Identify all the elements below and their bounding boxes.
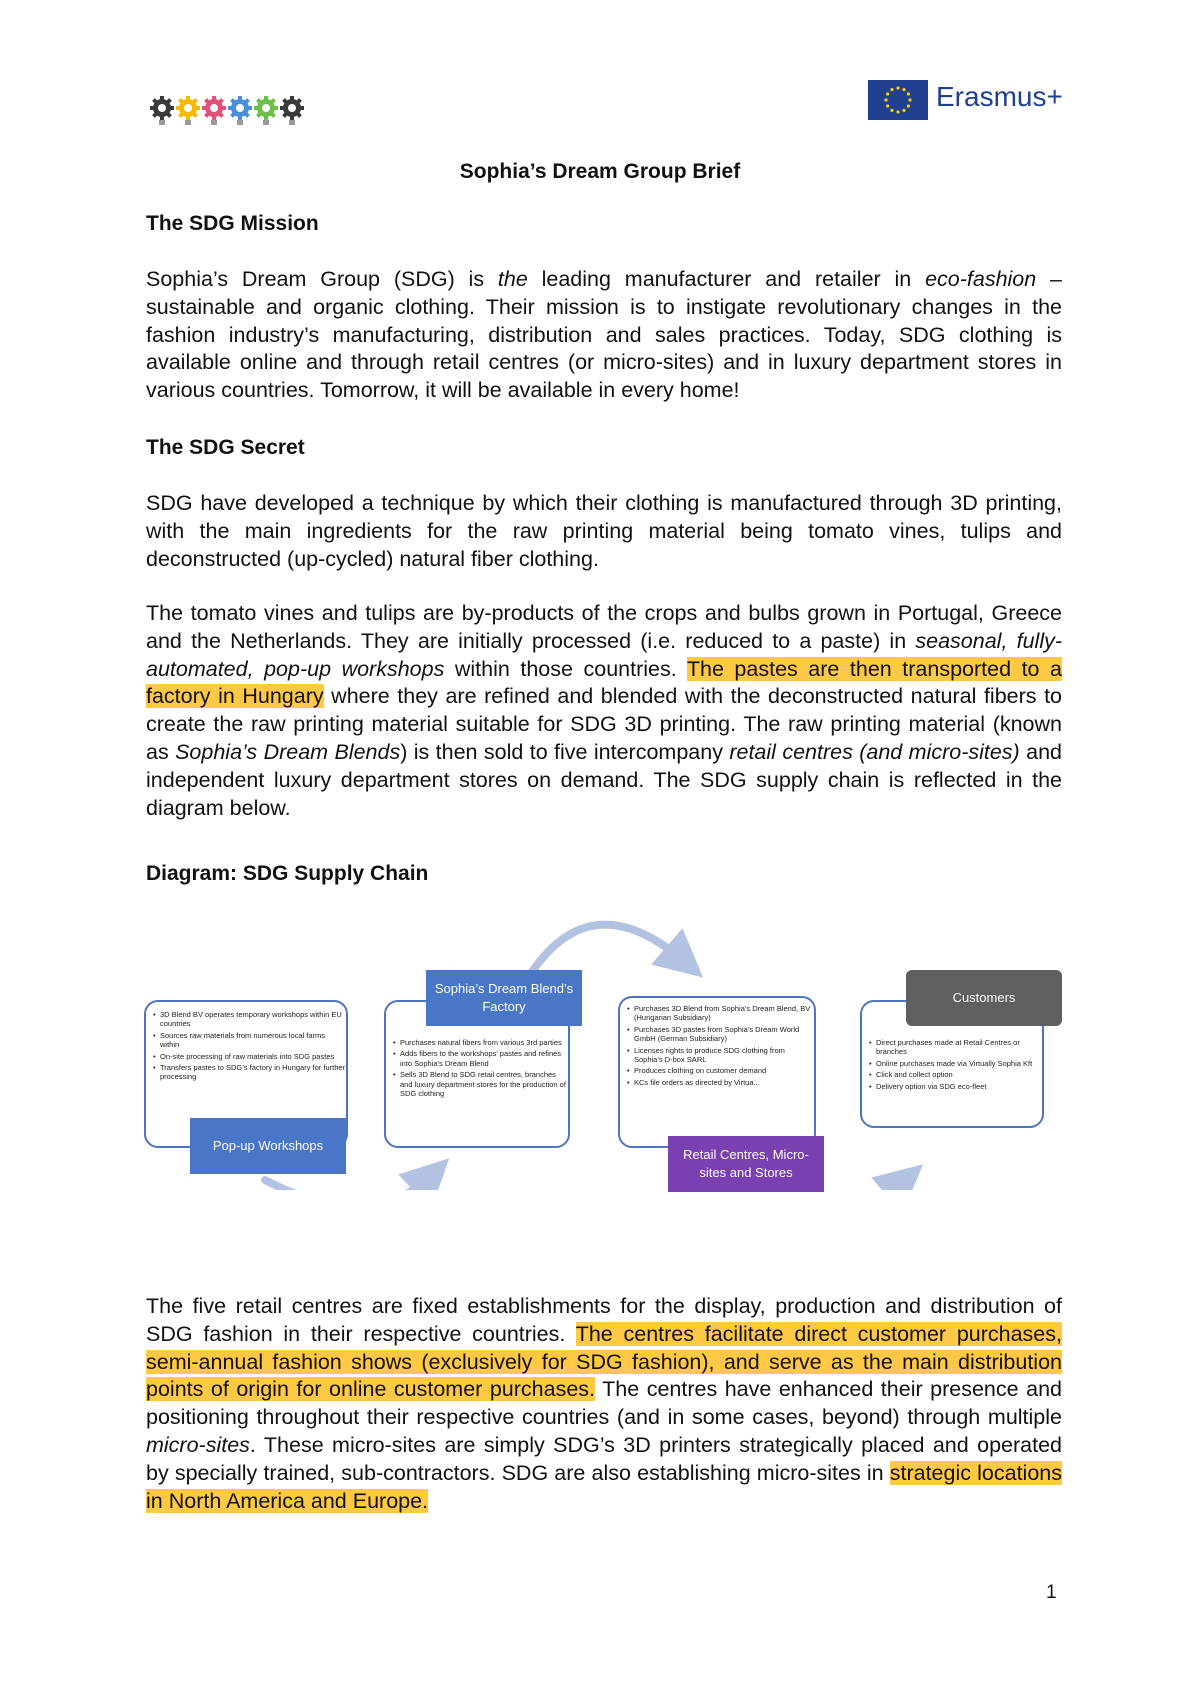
bullet-item: • Purchases 3D Blend from Sophia’s Dream Blend, BV (Hungarian Subsidiary) (628, 1004, 814, 1023)
bullet-item: • Adds fibers to the workshops’ pastes and refines into Sophia’s Dream Blend (394, 1049, 568, 1068)
gear-icon (176, 96, 200, 125)
bullet-item: • KCs file orders as directed by Virtua... (628, 1078, 814, 1087)
highlight-strategic-locations: strategic locations in North America and Europe. (146, 1460, 1062, 1513)
eu-star (907, 92, 910, 95)
erasmus-logo (868, 80, 1068, 124)
bullet-item: • Click and collect option (870, 1070, 1042, 1079)
gear-icon (150, 96, 174, 125)
eu-star (908, 98, 911, 101)
gear-icon (254, 96, 278, 125)
gear-icon (202, 96, 226, 125)
eu-star (890, 109, 893, 112)
eu-star (902, 88, 905, 91)
heading-mission: The SDG Mission (146, 212, 319, 235)
eu-star (896, 86, 899, 89)
bullets-workshops (146, 1002, 346, 1082)
paragraph-secret-1: SDG have developed a technique by which their clothing is manufactured through 3D printing, with the main ingredients for the raw printing material being tomato vines, tulips and deconstructed (up-cycled) natural fiber clothing. (146, 491, 1062, 571)
eu-star (886, 92, 889, 95)
document-title: Sophia’s Dream Group Brief (459, 160, 741, 183)
arrow-workshops-to-factory (265, 1175, 432, 1190)
bullet-item: • Licenses rights to produce SDG clothing from Sophia’s D-box SARL (628, 1046, 814, 1065)
bullet-item: • Purchases 3D pastes from Sophia’s Dream World GmbH (German Subsidiary) (628, 1025, 814, 1044)
eu-star (886, 104, 889, 107)
node-frame-retail (618, 996, 816, 1148)
bullet-item: • Purchases natural fibers from various 3rd parties (394, 1038, 568, 1047)
eu-star (890, 88, 893, 91)
node-label-workshops: Pop-up Workshops (190, 1118, 346, 1174)
bullet-item: • 3D Blend BV operates temporary workshops within EU countries (154, 1010, 346, 1029)
highlight-centres-facilitate: The centres facilitate direct customer purchases, semi-annual fashion shows (exclusively for SDG fashion), and serve as the main distribution points of origin for online customer purchases. (146, 1321, 1062, 1402)
bullet-item: • On-site processing of raw materials into SDG pastes (154, 1052, 346, 1061)
eu-flag-icon (868, 80, 928, 120)
node-label-retail: Retail Centres, Micro-sites and Stores (668, 1136, 824, 1192)
bullets-retail (620, 998, 814, 1087)
highlight-factory-hungary: The pastes are then transported to a factory in Hungary (146, 656, 1062, 709)
paragraph-secret-2: The tomato vines and tulips are by-products of the crops and bulbs grown in Portugal, Greece and the Netherlands. They are initially processed (i.e. reduced to a paste) in seasonal, fully-automated, pop-up workshops within those countries. The pastes are then transported to a factory in Hungary where they are refined and blended with the deconstructed natural fibers to create the raw printing material suitable for SDG 3D printing. The raw printing material (known as Sophia’s Dream Blends) is then sold to five intercompany retail centres (and micro-sites) and independent luxury department stores on demand. The SDG supply chain is reflected in the diagram below. (146, 601, 1063, 820)
eu-star (907, 104, 910, 107)
bullet-item: • Direct purchases made at Retail Centres or branches (870, 1038, 1042, 1057)
bullet-item: • Sells 3D Blend to SDG retail centres, branches and luxury department stores for the production of SDG clothing (394, 1070, 568, 1098)
bullet-item: • Produces clothing on customer demand (628, 1066, 814, 1075)
gear-logo-row-icon (150, 92, 310, 136)
heading-diagram: Diagram: SDG Supply Chain (146, 862, 429, 885)
node-label-customers: Customers (906, 970, 1062, 1026)
eu-star (884, 98, 887, 101)
erasmus-logo-text: Erasmus+ (936, 81, 1063, 112)
eu-star (902, 109, 905, 112)
supply-chain-diagram (140, 900, 1070, 1190)
paragraph-retail: The five retail centres are fixed establishments for the display, production and distribution of SDG fashion in their respective countries. The centres facilitate direct customer purchases, semi-annual fashion shows (exclusively for SDG fashion), and serve as the main distribution points of origin for online customer purchases. The centres have enhanced their presence and positioning throughout their respective countries (and in some cases, beyond) through multiple micro-sites. These micro-sites are simply SDG’s 3D printers strategically placed and operated by specially trained, sub-contractors. SDG are also establishing micro-sites in strategic locations in North America and Europe. (146, 1294, 1062, 1513)
paragraph-mission: Sophia’s Dream Group (SDG) is the leading manufacturer and retailer in eco-fashion – sustainable and organic clothing. Their mission is to instigate revolutionary changes in the fashion industry’s manufacturing, distribution and sales practices. Today, SDG clothing is available online and through retail centres (or micro-sites) and in luxury department stores in various countries. Tomorrow, it will be available in every home! (146, 267, 1062, 403)
node-label-factory: Sophia’s Dream Blend’s Factory (426, 970, 582, 1026)
gear-icon (228, 96, 252, 125)
page-number: 1 (1046, 1582, 1057, 1603)
bullet-item: • Delivery option via SDG eco-fleet (870, 1082, 1042, 1091)
heading-secret: The SDG Secret (146, 436, 305, 459)
eu-star (896, 110, 899, 113)
bullet-item: • Transfers pastes to SDG’s factory in Hungary for further processing (154, 1063, 346, 1082)
bullet-item: • Online purchases made via Virtually Sophia Kft (870, 1059, 1042, 1068)
gear-icon (280, 96, 304, 125)
bullet-item: • Sources raw materials from numerous local farms within (154, 1031, 346, 1050)
